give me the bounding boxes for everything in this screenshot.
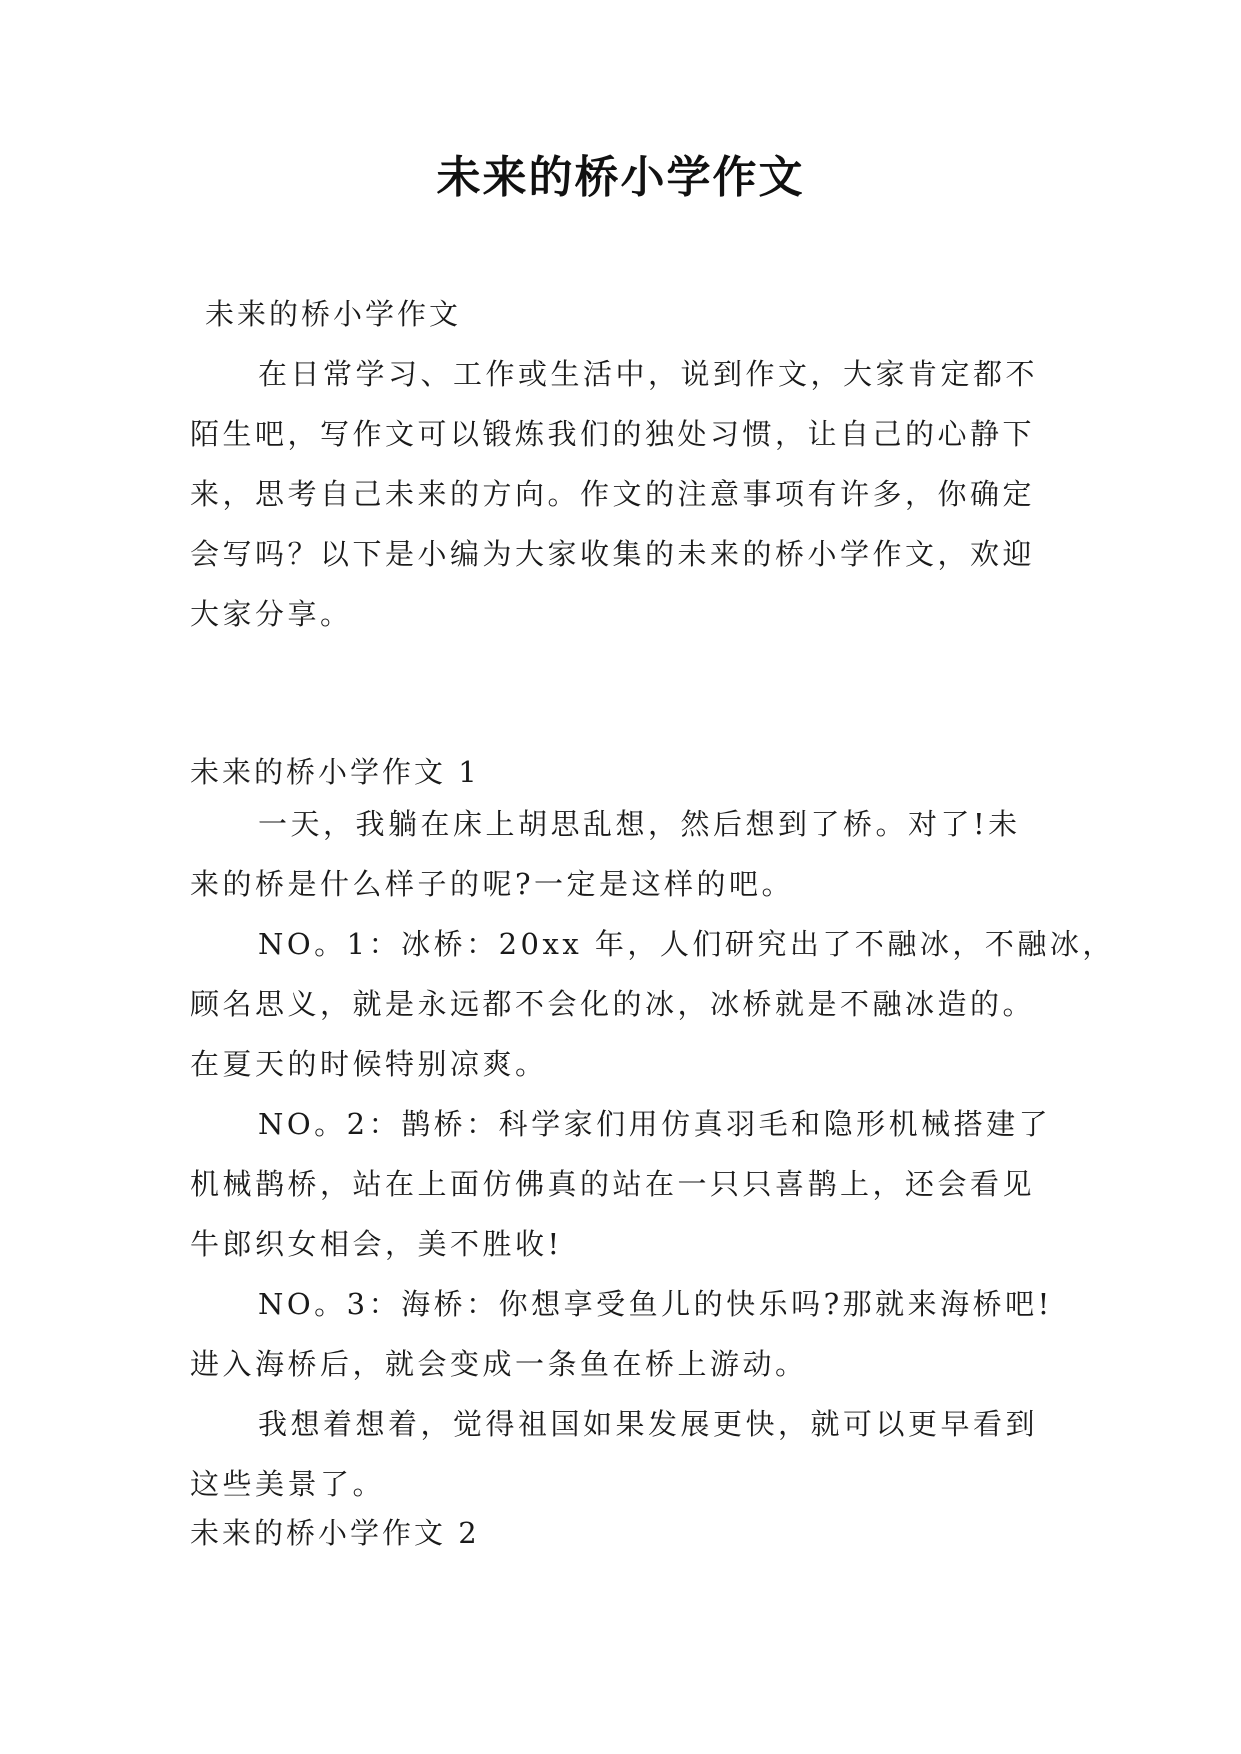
section-heading-2: 未来的桥小学作文 2 (190, 1516, 480, 1550)
document-title: 未来的桥小学作文 (436, 152, 805, 203)
text-line: 来，思考自己未来的方向。作文的注意事项有许多，你确定 (190, 477, 1036, 511)
text-line: 牛郎织女相会，美不胜收! (190, 1227, 563, 1261)
text-line: 陌生吧，写作文可以锻炼我们的独处习惯，让自己的心静下 (190, 417, 1036, 451)
text-line: NO。3：海桥：你想享受鱼儿的快乐吗?那就来海桥吧! (258, 1287, 1053, 1321)
text-line: 在夏天的时候特别凉爽。 (190, 1047, 548, 1081)
text-line: 一天，我躺在床上胡思乱想，然后想到了桥。对了!未 (258, 807, 1021, 841)
text-line: 进入海桥后，就会变成一条鱼在桥上游动。 (190, 1347, 808, 1381)
text-line: 机械鹊桥，站在上面仿佛真的站在一只只喜鹊上，还会看见 (190, 1167, 1036, 1201)
text-line: 会写吗？以下是小编为大家收集的未来的桥小学作文，欢迎 (190, 537, 1036, 571)
text-line: 来的桥是什么样子的呢?一定是这样的吧。 (190, 867, 795, 901)
document-subtitle: 未来的桥小学作文 (205, 297, 462, 331)
section-1-body (190, 794, 1115, 1514)
text-line: 大家分享。 (190, 597, 353, 631)
text-line: 这些美景了。 (190, 1467, 386, 1501)
text-line: NO。1：冰桥：20xx 年，人们研究出了不融冰，不融冰， (258, 927, 1115, 961)
text-line: 我想着想着，觉得祖国如果发展更快，就可以更早看到 (258, 1407, 1039, 1441)
text-line: NO。2：鹊桥：科学家们用仿真羽毛和隐形机械搭建了 (258, 1107, 1052, 1141)
text-line: 在日常学习、工作或生活中，说到作文，大家肯定都不 (258, 357, 1039, 391)
intro-paragraph (190, 344, 1070, 644)
section-heading-1: 未来的桥小学作文 1 (190, 755, 480, 789)
text-line: 顾名思义，就是永远都不会化的冰，冰桥就是不融冰造的。 (190, 987, 1036, 1021)
